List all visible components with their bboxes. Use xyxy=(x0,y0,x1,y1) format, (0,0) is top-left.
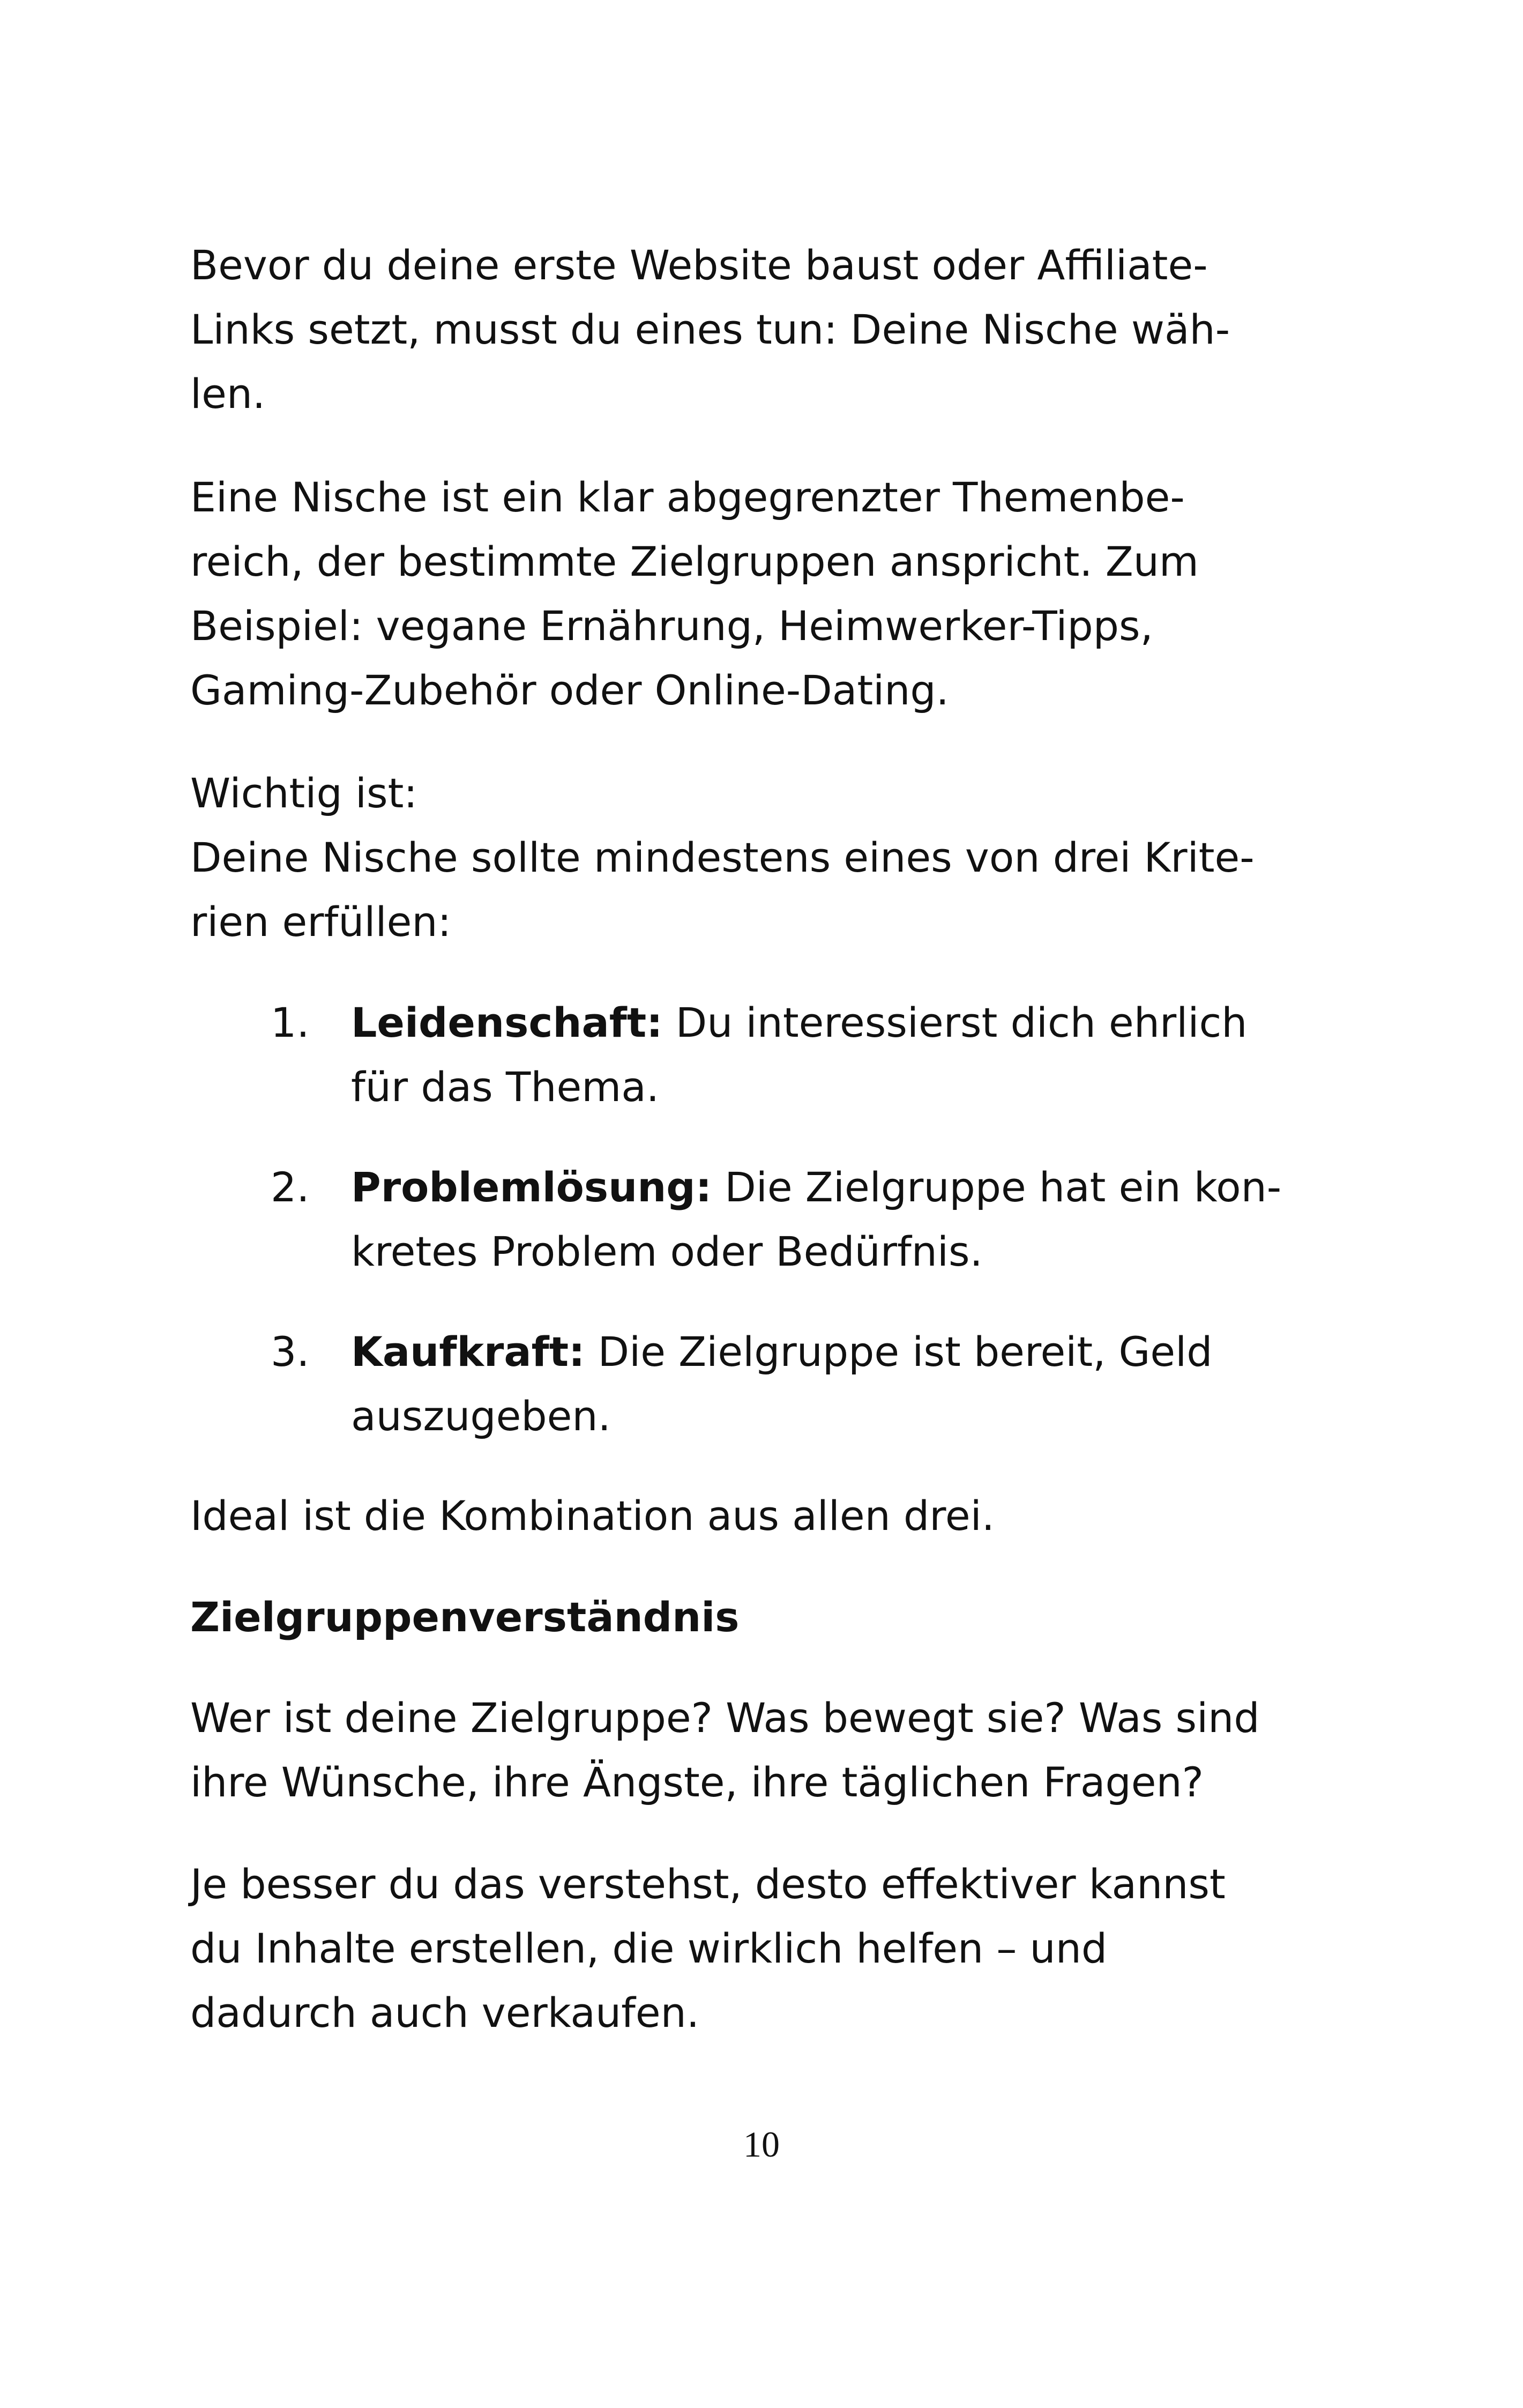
criteria-term: Kaufkraft: xyxy=(351,1328,585,1376)
intro-paragraph xyxy=(190,233,1294,426)
text-line: ihre Wünsche, ihre Ängste, ihre täglichen Fragen? xyxy=(190,1758,1204,1806)
text-line: Deine Nische sollte mindestens eines von drei Krite- xyxy=(190,834,1255,881)
list-body xyxy=(351,1320,1213,1448)
heading-text: Zielgruppenverständnis xyxy=(190,1593,740,1641)
list-line: auszugeben. xyxy=(351,1392,611,1440)
list-body xyxy=(351,991,1247,1119)
niche-definition-paragraph xyxy=(190,465,1294,723)
criteria-term: Problemlösung: xyxy=(351,1163,712,1211)
text-line: Beispiel: vegane Ernährung, Heimwerker-Tipps, xyxy=(190,602,1153,650)
list-line xyxy=(351,991,1247,1055)
text-line: len. xyxy=(190,370,266,418)
criteria-text: Du interessierst dich ehrlich xyxy=(662,999,1248,1046)
text-line: Links setzt, musst du eines tun: Deine Nische wäh- xyxy=(190,306,1230,353)
list-number: 3. xyxy=(271,1328,310,1376)
target-group-questions-paragraph xyxy=(190,1686,1294,1815)
list-line: kretes Problem oder Bedürfnis. xyxy=(351,1228,983,1275)
list-body xyxy=(351,1155,1281,1284)
text-line: Ideal ist die Kombination aus allen drei. xyxy=(190,1492,995,1540)
text-line: reich, der bestimmte Zielgruppen anspricht. Zum xyxy=(190,538,1199,585)
criteria-term: Leidenschaft: xyxy=(351,999,663,1046)
text-line: Eine Nische ist ein klar abgegrenzter Themenbe- xyxy=(190,473,1185,521)
criteria-text: Die Zielgruppe ist bereit, Geld xyxy=(585,1328,1213,1376)
criteria-intro-paragraph xyxy=(190,761,1294,954)
list-line xyxy=(351,1155,1281,1220)
text-line: Wer ist deine Zielgruppe? Was bewegt sie? Was sind xyxy=(190,1694,1260,1742)
list-line: für das Thema. xyxy=(351,1063,660,1111)
text-line: Wichtig ist: xyxy=(190,769,417,817)
text-line: Bevor du deine erste Website baust oder Affiliate- xyxy=(190,241,1208,289)
list-line xyxy=(351,1320,1213,1384)
list-number: 2. xyxy=(271,1163,310,1211)
text-line: Je besser du das verstehst, desto effektiver kannst xyxy=(190,1860,1226,1908)
text-line: Gaming-Zubehör oder Online-Dating. xyxy=(190,666,949,714)
section-heading xyxy=(190,1585,1294,1649)
criteria-text: Die Zielgruppe hat ein kon- xyxy=(712,1163,1282,1211)
text-line: dadurch auch verkaufen. xyxy=(190,1989,699,2037)
understanding-paragraph xyxy=(190,1852,1294,2045)
list-number: 1. xyxy=(271,999,310,1046)
ideal-combination-paragraph xyxy=(190,1484,1294,1548)
text-line: du Inhalte erstellen, die wirklich helfen – und xyxy=(190,1924,1108,1972)
page-number: 10 xyxy=(743,2124,780,2165)
text-line: rien erfüllen: xyxy=(190,898,452,946)
